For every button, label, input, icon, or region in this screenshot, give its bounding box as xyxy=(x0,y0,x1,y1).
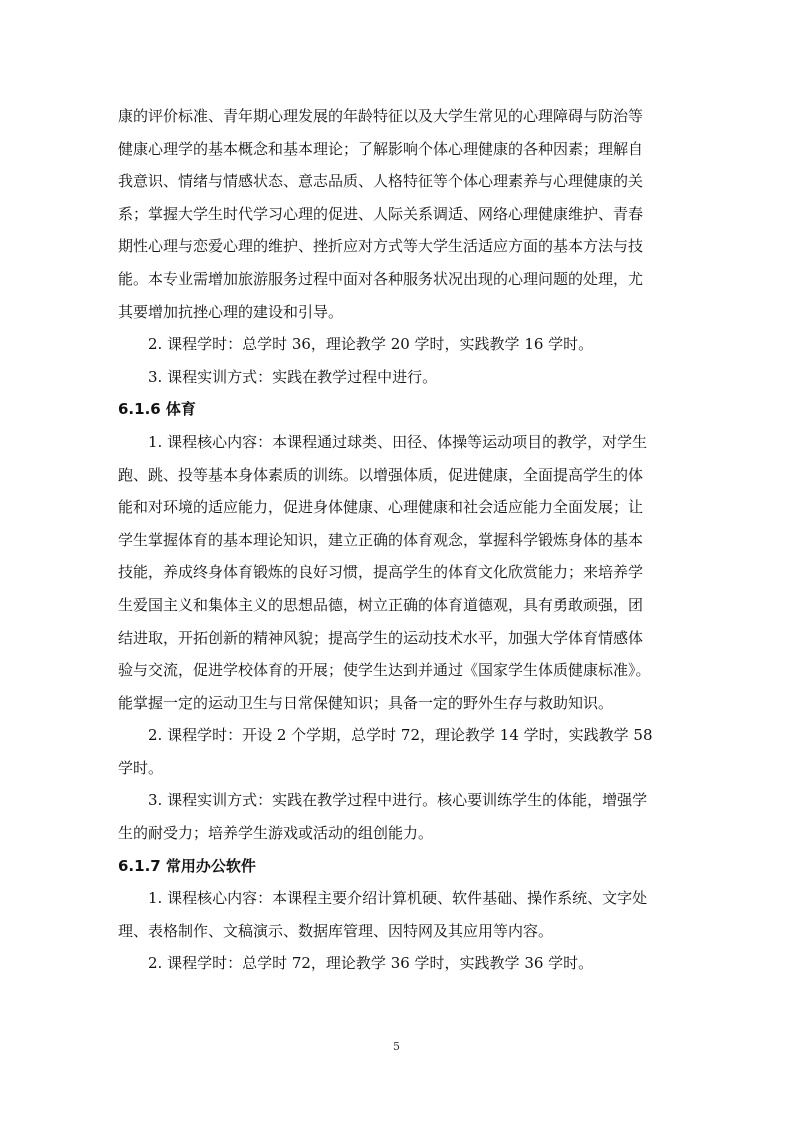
page-content xyxy=(118,100,688,980)
section-heading-pe: 6.1.6 体育 xyxy=(118,400,196,419)
page-number: 5 xyxy=(393,1040,400,1053)
pe-content-paragraph xyxy=(118,426,688,719)
text-line: 康的评价标准、青年期心理发展的年龄特征以及大学生常见的心理障碍与防治等 xyxy=(118,107,644,125)
text-line: 能。本专业需增加旅游服务过程中面对各种服务状况出现的心理问题的处理，尤 xyxy=(118,269,644,288)
text-line: 2. 课程学时：开设 2 个学期，总学时 72，理论教学 14 学时，实践教学 58 xyxy=(148,726,653,745)
text-line: 理、表格制作、文稿演示、数据库管理、因特网及其应用等内容。 xyxy=(118,921,554,940)
psychology-hours: 2. 课程学时：总学时 36，理论教学 20 学时，实践教学 16 学时。 xyxy=(148,335,594,354)
text-line: 系；掌握大学生时代学习心理的促进、人际关系调适、网络心理健康维护、青春 xyxy=(118,204,644,223)
text-line: 健康心理学的基本概念和基本理论；了解影响个体心理健康的各种因素；理解自 xyxy=(118,139,644,158)
text-line: 生的耐受力；培养学生游戏或活动的组创能力。 xyxy=(118,824,434,843)
section-heading-office: 6.1.7 常用办公软件 xyxy=(118,856,256,875)
text-line: 生爱国主义和集体主义的思想品德，树立正确的体育道德观，具有勇敢顽强，团 xyxy=(118,595,644,614)
text-line: 能和对环境的适应能力，促进身体健康、心理健康和社会适应能力全面发展；让 xyxy=(118,498,644,517)
text-line: 1. 课程核心内容：本课程通过球类、田径、体操等运动项目的教学，对学生 xyxy=(148,432,648,451)
text-line: 验与交流，促进学校体育的开展；使学生达到并通过《国家学生体质健康标准》。 xyxy=(118,661,651,680)
text-line: 学生掌握体育的基本理论知识，建立正确的体育观念，掌握科学锻炼身体的基本 xyxy=(118,530,644,549)
psychology-training: 3. 课程实训方式：实践在教学过程中进行。 xyxy=(148,367,438,386)
text-line: 能掌握一定的运动卫生与日常保健知识；具备一定的野外生存与救助知识。 xyxy=(118,693,614,712)
pe-hours-paragraph xyxy=(118,719,688,784)
text-line: 3. 课程实训方式：实践在教学过程中进行。核心要训练学生的体能，增强学 xyxy=(148,791,648,810)
psychology-content-paragraph xyxy=(118,100,688,328)
pe-training-paragraph xyxy=(118,784,688,849)
text-line: 学时。 xyxy=(118,758,164,777)
text-line: 结进取，开拓创新的精神风貌；提高学生的运动技术水平，加强大学体育情感体 xyxy=(118,628,644,647)
text-line: 技能，养成终身体育锻炼的良好习惯，提高学生的体育文化欣赏能力；来培养学 xyxy=(118,563,644,582)
office-hours: 2. 课程学时：总学时 72，理论教学 36 学时，实践教学 36 学时。 xyxy=(148,954,594,973)
text-line: 跑、跳、投等基本身体素质的训练。以增强体质，促进健康，全面提高学生的体 xyxy=(118,465,644,484)
text-line: 期性心理与恋爱心理的维护、挫折应对方式等大学生活适应方面的基本方法与技 xyxy=(118,237,644,256)
text-line: 我意识、情绪与情感状态、意志品质、人格特征等个体心理素养与心理健康的关 xyxy=(118,172,644,191)
text-line: 1. 课程核心内容：本课程主要介绍计算机硬、软件基础、操作系统、文字处 xyxy=(148,889,648,908)
office-content-paragraph xyxy=(118,882,688,947)
text-line: 其要增加抗挫心理的建设和引导。 xyxy=(118,302,344,321)
